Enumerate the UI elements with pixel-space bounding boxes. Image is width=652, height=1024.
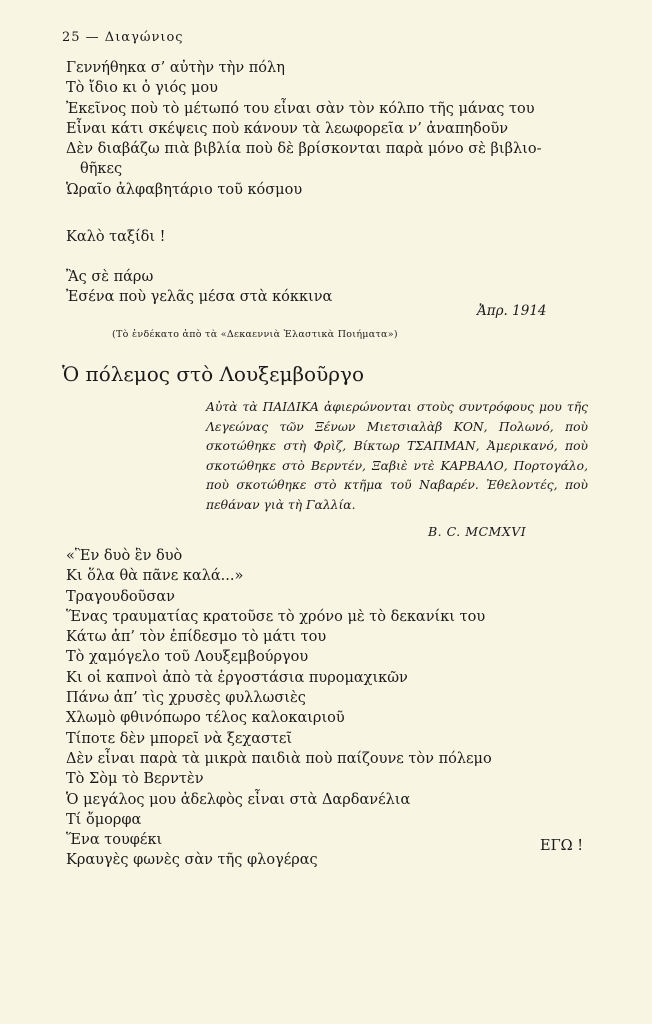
poem-line: Τί ὄμορφα (66, 811, 142, 828)
poem-line: Ὁ μεγάλος μου ἀδελφὸς εἶναι στὰ Δαρδανέλια (66, 791, 411, 808)
poem-line: Κάτω ἀπ’ τὸν ἐπίδεσμο τὸ μάτι του (66, 629, 327, 646)
poem-line: Τραγουδοῦσαν (66, 588, 175, 605)
poem-line: θῆκες (80, 161, 123, 178)
poem-line: Πάνω ἀπ’ τὶς χρυσὲς φυλλωσιὲς (66, 690, 306, 707)
poem-line: Κι ὅλα θὰ πᾶνε καλά...» (66, 568, 244, 585)
poem-stanza-2 (66, 227, 166, 247)
poem-line: Ἂς σὲ πάρω (66, 269, 154, 285)
poem-line: Δὲν εἶναι παρὰ τὰ μικρὰ παιδιὰ ποὺ παίζουνε τὸν πόλεμο (66, 750, 492, 767)
poem-line: Δὲν διαβάζω πιὰ βιβλία ποὺ δὲ βρίσκονται παρὰ μόνο σὲ βιβλιο- (66, 141, 542, 158)
poem-line: Εἶναι κάτι σκέψεις ποὺ κάνουν τὰ λεωφορεῖα ν’ ἀναπηδοῦν (66, 120, 509, 137)
poem-line: Ἕνας τραυματίας κρατοῦσε τὸ χρόνο μὲ τὸ δεκανίκι του (66, 608, 486, 625)
poem-date: Ἀπρ. 1914 (477, 303, 547, 319)
poem-line: Τίποτε δὲν μπορεῖ νὰ ξεχαστεῖ (66, 730, 293, 747)
poem-line: Ἐκεῖνος ποὺ τὸ μέτωπό του εἶναι σὰν τὸν κόλπο τῆς μάνας του (66, 100, 535, 117)
poem-line: Ἕνα τουφέκι (66, 832, 163, 849)
poem-line: Ἐσένα ποὺ γελᾶς μέσα στὰ κόκκινα (66, 289, 333, 306)
poem-line: Τὸ ἴδιο κι ὁ γιός μου (66, 80, 218, 97)
dedication-signature: B. C. MCMXVI (428, 524, 527, 539)
poem-title: Ὁ πόλεμος στὸ Λουξεμβοῦργο (62, 362, 365, 386)
poem-line: Γεννήθηκα σ’ αὐτὴν τὴν πόλη (66, 60, 285, 76)
poem-stanza-3 (66, 267, 332, 308)
poem-line: Χλωμὸ φθινόπωρο τέλος καλοκαιριοῦ (66, 710, 345, 727)
poem-line: Τὸ χαμόγελο τοῦ Λουξεμβούργου (66, 649, 309, 666)
source-note: (Τὸ ἑνδέκατο ἀπὸ τὰ «Δεκαεννιὰ Ἐλαστικὰ Ποιήματα») (112, 329, 398, 340)
poem-line: Κραυγὲς φωνὲς σὰν τῆς φλογέρας (66, 852, 318, 869)
poem-stanza-1 (66, 58, 542, 200)
poem-line: Κι οἱ καπνοὶ ἀπὸ τὰ ἐργοστάσια πυρομαχικῶν (66, 669, 408, 686)
ego-word: ΕΓΩ ! (540, 838, 584, 854)
page-header: 25 — Διαγώνιος (62, 30, 184, 45)
poem-line: «Ἓν δυὸ ἓν δυὸ (66, 548, 183, 564)
dedication: Αὐτὰ τὰ ΠΑΙΔΙΚΑ ἀφιερώνονται στοὺς συντρόφους μου τῆς Λεγεώνας τῶν Ξένων Μιετσιαλὰβ ΚΟΝ, Πολωνό, ποὺ σκοτώθηκε στὴ Φρὶζ, Βίκτωρ ΤΣΑΠΜΑΝ, Ἀμερικανό, ποὺ σκοτώθηκε στὸ Βερντέν, Ξαβιὲ ντὲ ΚΑΡΒΑΛΟ, Πορτογάλο, ποὺ σκοτώθηκε στὸ κτῆμα τοῦ Ναβαρέν. Ἐθελοντές, ποὺ πεθάναν γιὰ τὴ Γαλλία. (206, 400, 588, 512)
poem-line: Ὡραῖο ἀλφαβητάριο τοῦ κόσμου (66, 181, 303, 198)
poem-line: Καλὸ ταξίδι ! (66, 229, 166, 245)
poem-stanza-4 (66, 546, 492, 871)
poem-line: Τὸ Σὸμ τὸ Βερντὲν (66, 771, 204, 788)
